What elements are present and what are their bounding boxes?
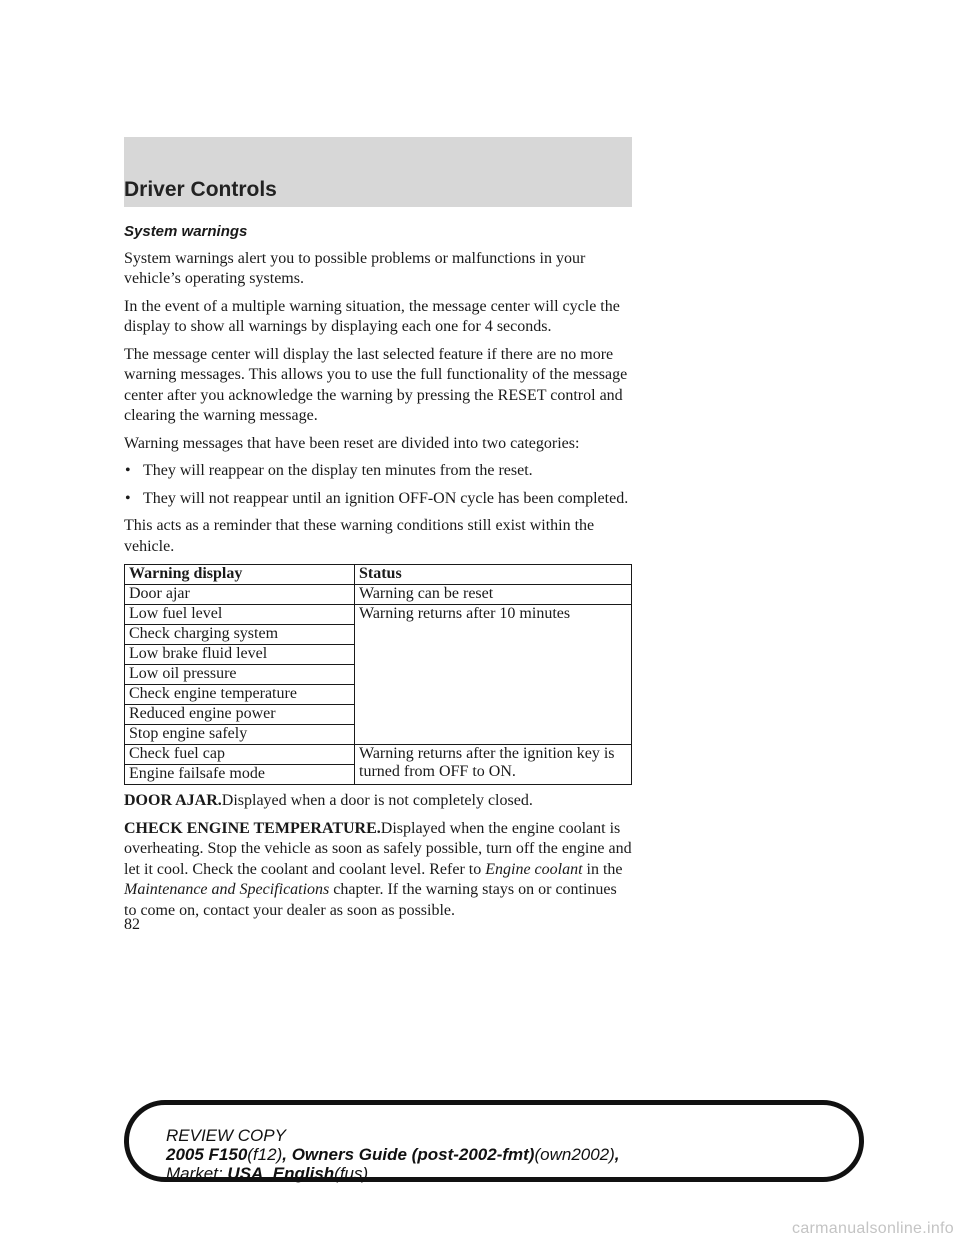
warning-cell: Stop engine safely <box>125 725 355 745</box>
bullet-icon: • <box>125 489 131 507</box>
review-copy-label: REVIEW COPY <box>166 1126 286 1145</box>
warning-cell: Low brake fluid level <box>125 645 355 665</box>
section-title: Driver Controls <box>124 178 277 201</box>
review-guide: , Owners Guide (post-2002-fmt) <box>282 1145 535 1164</box>
review-market-label: Market: <box>166 1164 223 1183</box>
warning-cell: Engine failsafe mode <box>125 765 355 785</box>
warning-table <box>124 564 632 785</box>
status-cell: Warning returns after the ignition key is turned from OFF to ON. <box>355 745 632 785</box>
paragraph: Warning messages that have been reset are divided into two categories: <box>124 434 580 452</box>
page-number: 82 <box>124 916 140 933</box>
door-ajar-paragraph <box>124 791 632 812</box>
watermark: carmanualsonline.info <box>792 1220 954 1237</box>
warning-cell: Door ajar <box>125 585 355 605</box>
warning-cell: Low oil pressure <box>125 665 355 685</box>
page-content <box>124 222 632 928</box>
paragraph: In the event of a multiple warning situation, the message center will cycle the display to show all warnings by displaying each one for 4 seconds. <box>124 297 620 335</box>
review-model: 2005 F150 <box>166 1145 248 1164</box>
engine-temp-text: Displayed when the engine coolant is overheating. Stop the vehicle as soon as safely possible, turn off the engine and let it cool. Check the coolant and coolant level. Refer to <box>124 819 632 878</box>
paragraph: System warnings alert you to possible problems or malfunctions in your vehicle’s operating systems. <box>124 249 586 287</box>
warning-cell: Check charging system <box>125 625 355 645</box>
engine-temp-paragraph <box>124 819 632 922</box>
bullet-icon: • <box>125 462 131 479</box>
warning-cell: Check engine temperature <box>125 685 355 705</box>
table-row <box>125 585 632 605</box>
door-ajar-lead: DOOR AJAR. <box>124 792 222 809</box>
bullet-text: They will not reappear until an ignition OFF-ON cycle has been completed. <box>143 489 629 507</box>
review-guide-code: (own2002) <box>534 1145 615 1164</box>
warning-cell: Check fuel cap <box>125 745 355 765</box>
paragraph: The message center will display the last selected feature if there are no more warning messages. This allows you to use the full functionality of the message center after you acknowledge the warning by pressing the RESET control and clearing the warning message. <box>124 345 628 424</box>
door-ajar-text: Displayed when a door is not completely closed. <box>221 792 533 809</box>
engine-coolant-ref: Engine coolant <box>485 860 583 878</box>
warning-cell: Reduced engine power <box>125 705 355 725</box>
column-header: Status <box>355 565 632 585</box>
status-cell: Warning can be reset <box>355 585 632 605</box>
review-model-line <box>166 1145 620 1164</box>
engine-temp-lead: CHECK ENGINE TEMPERATURE. <box>124 819 381 837</box>
review-comma: , <box>614 1145 620 1164</box>
table-header-row <box>125 565 632 585</box>
engine-temp-text: chapter. If the warning stays on or continues to come on, contact your dealer as soon as possible. <box>124 881 617 919</box>
table-row <box>125 605 632 625</box>
status-cell: Warning returns after 10 minutes <box>355 605 632 745</box>
bullet-item <box>124 461 632 482</box>
warning-cell: Low fuel level <box>125 605 355 625</box>
review-text <box>166 1126 620 1183</box>
review-market-line <box>166 1164 620 1183</box>
reminder-paragraph: This acts as a reminder that these warning conditions still exist within the vehicle. <box>124 517 595 555</box>
bullet-item <box>124 489 632 510</box>
review-market-code: (fus) <box>334 1164 369 1183</box>
bullet-text: They will reappear on the display ten minutes from the reset. <box>143 462 533 479</box>
review-market: USA_English <box>227 1164 335 1183</box>
bullet-list <box>124 461 632 509</box>
subhead: System warnings <box>124 223 248 240</box>
review-model-code: (f12) <box>247 1145 283 1164</box>
column-header: Warning display <box>125 565 355 585</box>
engine-temp-text: in the <box>582 860 623 878</box>
maintenance-chapter-ref: Maintenance and Specifications <box>124 881 330 898</box>
table-row <box>125 745 632 765</box>
